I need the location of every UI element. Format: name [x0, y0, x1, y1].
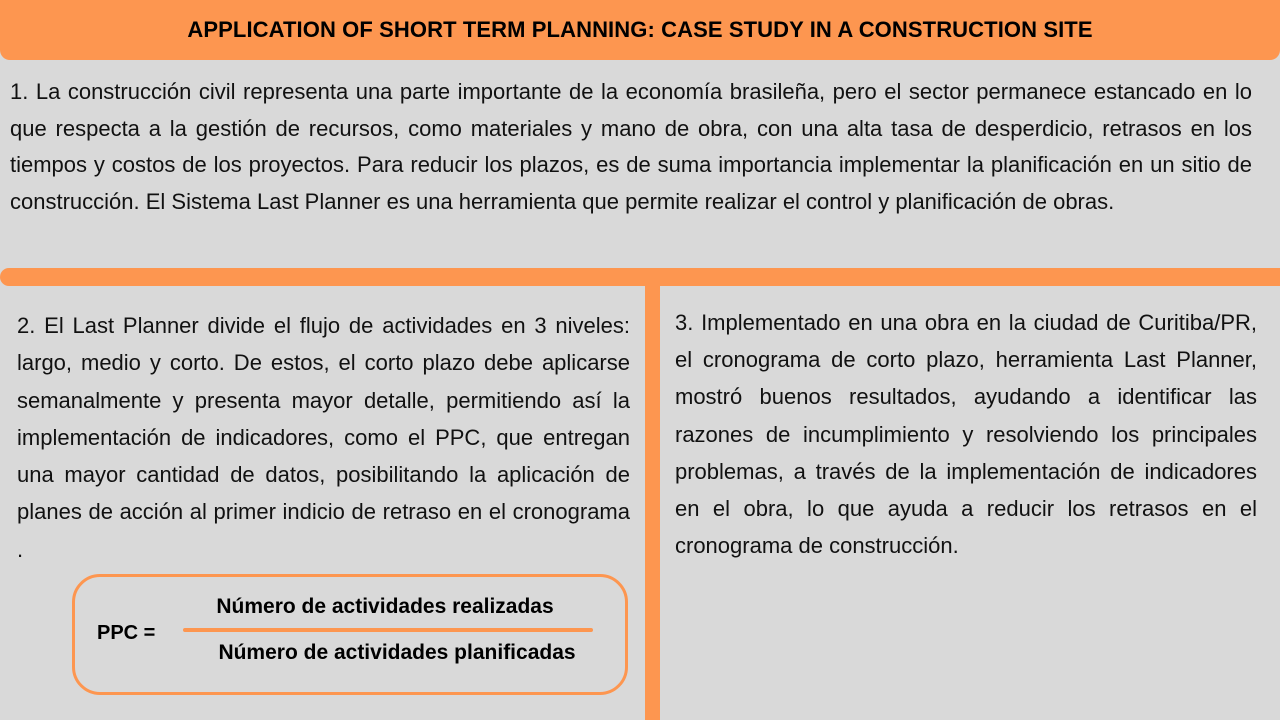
formula-denominator: Número de actividades planificadas [218, 641, 576, 664]
ppc-formula-box [72, 574, 628, 695]
fraction-line [183, 628, 593, 632]
page-title: APPLICATION OF SHORT TERM PLANNING: CASE STUDY IN A CONSTRUCTION SITE [187, 17, 1093, 42]
formula-label: PPC = [97, 622, 156, 644]
formula-numerator: Número de actividades realizadas [216, 595, 554, 618]
horizontal-divider [0, 268, 1280, 286]
section-3-text: 3. Implementado en una obra en la ciudad de Curitiba/PR, el cronograma de corto plazo, herramienta Last Planner, mostró buenos resultados, ayudando a identificar las razones de incumplimiento y resolviendo los principales problemas, a través de la implementación de indicadores en el obra, lo que ayuda a reducir los retrasos en el cronograma de construcción. [675, 310, 1257, 559]
section-2-text: 2. El Last Planner divide el flujo de actividades en 3 niveles: largo, medio y corto. De estos, el corto plazo debe aplicarse semanalmente y presenta mayor detalle, permitiendo así la implementación de indicadores, como el PPC, que entregan una mayor cantidad de datos, posibilitando la aplicación de planes de acción al primer indicio de retraso en el cronograma . [17, 313, 630, 562]
vertical-divider [645, 280, 660, 720]
section-1-text: 1. La construcción civil representa una parte importante de la economía brasileña, pero el sector permanece estancado en lo que respecta a la gestión de recursos, como materiales y mano de obra, con una alta tasa de desperdicio, retrasos en los tiempos y costos de los proyectos. Para reducir los plazos, es de suma importancia implementar la planificación en un sitio de construcción. El Sistema Last Planner es una herramienta que permite realizar el control y planificación de obras. [10, 79, 1252, 214]
title-banner [0, 0, 1280, 60]
